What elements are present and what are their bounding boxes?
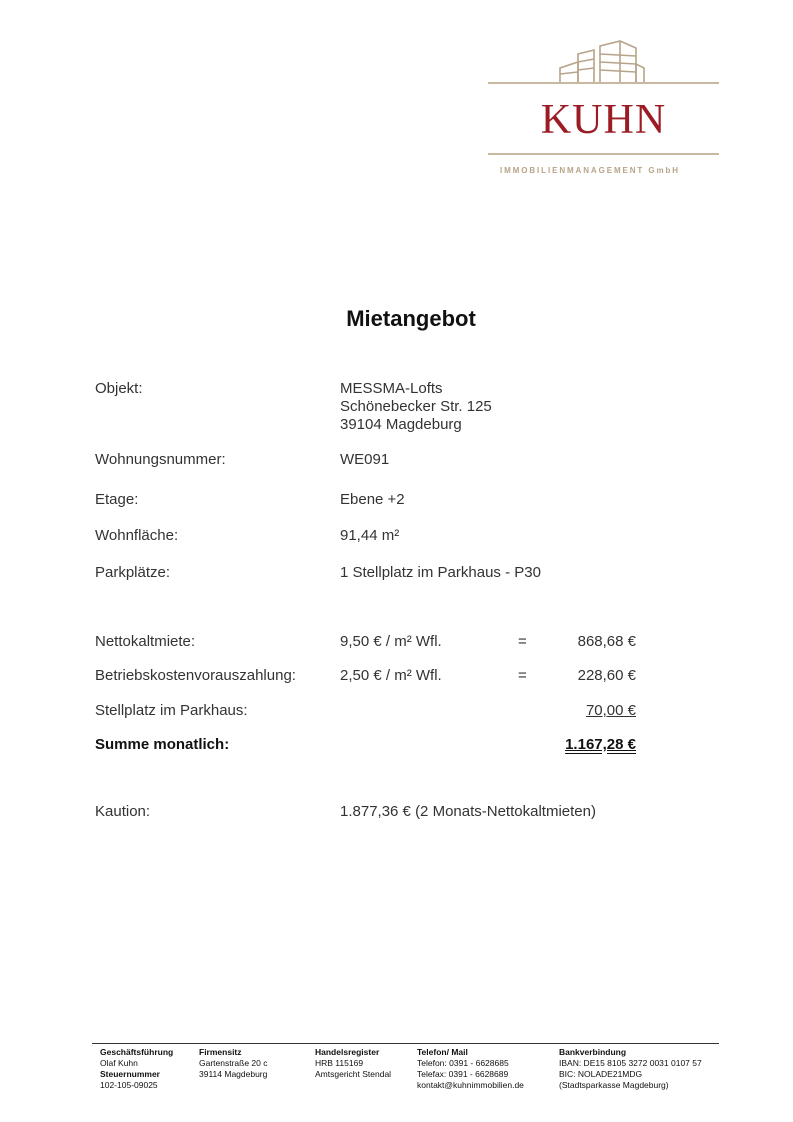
footer-line: Gartenstraße 20 c (199, 1058, 268, 1068)
footer-heading: Bankverbindung (559, 1047, 627, 1057)
label-etage: Etage: (95, 491, 139, 508)
label-wohnungsnummer: Wohnungsnummer: (95, 451, 226, 468)
amount-betriebskosten: 228,60 € (577, 667, 636, 684)
footer-line: 102-105-09025 (100, 1080, 158, 1090)
label-betriebskosten: Betriebskostenvorauszahlung: (95, 667, 296, 684)
footer-col-contact (417, 1047, 524, 1091)
value-objekt-line1: MESSMA-Lofts (340, 380, 443, 397)
logo-subtitle: IMMOBILIENMANAGEMENT GmbH (500, 166, 680, 175)
value-etage: Ebene +2 (340, 491, 405, 508)
footer-line: Olaf Kuhn (100, 1058, 138, 1068)
footer-col-bank (559, 1047, 702, 1091)
logo-rule-bottom (488, 153, 719, 155)
footer-line: Telefon: 0391 - 6628685 (417, 1058, 509, 1068)
footer-line: IBAN: DE15 8105 3272 0031 0107 57 (559, 1058, 702, 1068)
rate-betriebskosten: 2,50 € / m² Wfl. (340, 667, 442, 684)
label-summe: Summe monatlich: (95, 736, 230, 753)
footer-divider (92, 1043, 719, 1044)
footer-heading: Geschäftsführung (100, 1047, 174, 1057)
value-wohnungsnummer: WE091 (340, 451, 390, 468)
footer-col-address (199, 1047, 268, 1080)
footer-line: HRB 115169 (315, 1058, 364, 1068)
footer-line: 39114 Magdeburg (199, 1069, 268, 1079)
label-parkplaetze: Parkplätze: (95, 564, 171, 581)
amount-stellplatz: 70,00 € (585, 702, 636, 719)
equals-betriebskosten: = (518, 667, 527, 684)
logo-brand: KUHN (540, 97, 667, 143)
footer-heading: Telefon/ Mail (417, 1047, 468, 1057)
footer-col-management (100, 1047, 173, 1091)
company-logo (488, 38, 719, 183)
value-objekt-line3: 39104 Magdeburg (340, 416, 462, 433)
label-wohnflaeche: Wohnfläche: (95, 527, 179, 544)
value-kaution: 1.877,36 € (2 Monats-Nettokaltmieten) (340, 803, 596, 820)
footer-heading: Firmensitz (199, 1047, 242, 1057)
label-stellplatz: Stellplatz im Parkhaus: (95, 702, 248, 719)
building-icon (556, 38, 646, 82)
footer-line: BIC: NOLADE21MDG (559, 1069, 643, 1079)
footer-line: Telefax: 0391 - 6628689 (417, 1069, 509, 1079)
footer-line: Amtsgericht Stendal (315, 1069, 392, 1079)
rate-nettokaltmiete: 9,50 € / m² Wfl. (340, 633, 442, 650)
footer-email: kontakt@kuhnimmobilien.de (417, 1080, 524, 1090)
footer-heading: Handelsregister (315, 1047, 380, 1057)
footer-col-register (315, 1047, 391, 1080)
amount-summe: 1.167,28 € (565, 736, 636, 753)
equals-nettokaltmiete: = (518, 633, 527, 650)
logo-rule-top (488, 82, 719, 84)
amount-nettokaltmiete: 868,68 € (577, 633, 636, 650)
footer-heading: Steuernummer (100, 1069, 160, 1079)
value-objekt-line2: Schönebecker Str. 125 (340, 398, 492, 415)
footer-line: (Stadtsparkasse Magdeburg) (559, 1080, 669, 1090)
value-wohnflaeche: 91,44 m² (340, 527, 400, 544)
page-title: Mietangebot (346, 306, 476, 331)
value-parkplaetze: 1 Stellplatz im Parkhaus - P30 (340, 564, 541, 581)
label-kaution: Kaution: (95, 803, 151, 820)
label-nettokaltmiete: Nettokaltmiete: (95, 633, 196, 650)
label-objekt: Objekt: (95, 380, 143, 397)
